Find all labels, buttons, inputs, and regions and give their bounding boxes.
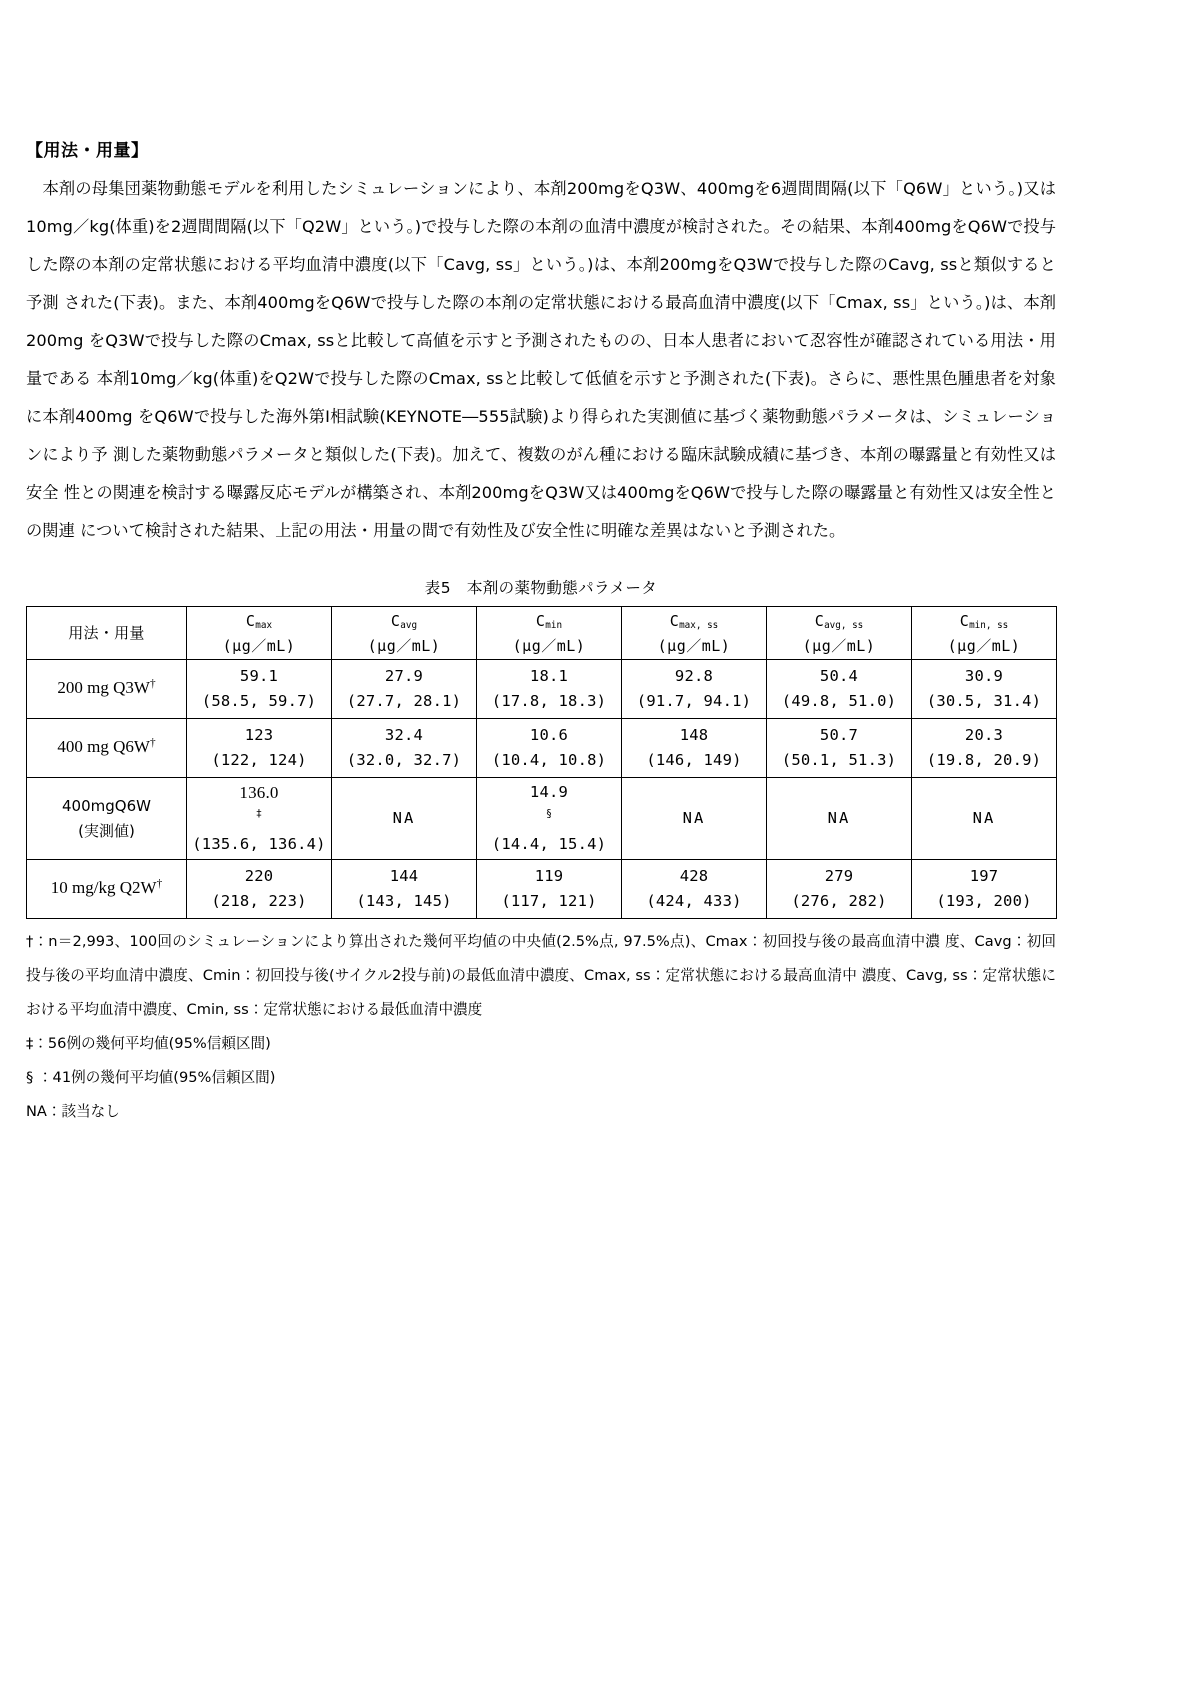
cmax-unit: (μg／mL)	[222, 636, 296, 655]
column-header-cmin	[477, 607, 622, 660]
paragraph-line-4: された(下表)。また、本剤400mgをQ6Wで投与した際の本剤の定常状態における最高血清中濃度(以下「Cmax, ss」という。)は、本剤200mg	[26, 293, 1057, 350]
cell-ci: (32.0, 32.7)	[346, 751, 462, 769]
cell-value: 144	[389, 867, 419, 885]
cell-value: NA	[682, 809, 706, 827]
cell-value: 59.1	[239, 667, 279, 685]
cell-ci: (117, 121)	[501, 892, 597, 910]
cell-value: 18.1	[529, 667, 569, 685]
regimen-label-line2: (実測値)	[78, 821, 135, 840]
cell-ci: (49.8, 51.0)	[781, 692, 897, 710]
cell-cavg	[332, 719, 477, 778]
cell-ci: (218, 223)	[211, 892, 307, 910]
cell-cmax-ss	[622, 778, 767, 860]
cell-value: 10.6	[529, 726, 569, 744]
paragraph-line-1: 本剤の母集団薬物動態モデルを利用したシミュレーションにより、本剤200mgをQ3W、400mgを6週間間隔(以下「Q6W」という。)又は	[26, 179, 1056, 198]
cell-ci: (19.8, 20.9)	[926, 751, 1042, 769]
paragraph-line-3: した際の本剤の定常状態における平均血清中濃度(以下「Cavg, ss」という。)は、本剤200mgをQ3Wで投与した際のCavg, ssと類似すると予測	[26, 255, 1056, 312]
cell-value: NA	[972, 809, 996, 827]
cmax-subscript: max	[255, 620, 273, 632]
cavg-ss-unit: (μg／mL)	[802, 636, 876, 655]
cell-value: 30.9	[964, 667, 1004, 685]
regimen-label: 10 mg/kg Q2W	[50, 878, 157, 897]
cavg-ss-symbol: C	[814, 611, 825, 630]
table-row	[27, 860, 1057, 919]
cell-cmax-ss	[622, 860, 767, 919]
column-header-regimen-label: 用法・用量	[68, 624, 145, 642]
cell-value: 50.7	[819, 726, 859, 744]
cell-value: 197	[969, 867, 999, 885]
table-footnotes	[26, 925, 1056, 1129]
cell-ci: (50.1, 51.3)	[781, 751, 897, 769]
table-row	[27, 778, 1057, 860]
table-row	[27, 719, 1057, 778]
column-header-cavg	[332, 607, 477, 660]
paragraph-line-2: 10mg／kg(体重)を2週間間隔(以下「Q2W」という。)で投与した際の本剤の血清中濃度が検討された。その結果、本剤400mgをQ6Wで投与	[26, 217, 1056, 236]
cavg-subscript: avg	[400, 620, 418, 632]
cell-cmin	[477, 860, 622, 919]
cell-cavg-ss	[767, 778, 912, 860]
footnote-dagger-line-3: 濃度、Cavg, ss：定常状態における平均血清中濃度、Cmin, ss：定常状態における最低血清中濃度	[26, 967, 1056, 1018]
pk-parameter-table	[26, 606, 1057, 919]
cell-value: 279	[824, 867, 854, 885]
footnote-na: NA：該当なし	[26, 1103, 120, 1120]
cell-ci: (10.4, 10.8)	[491, 751, 607, 769]
cmin-ss-subscript: min, ss	[969, 620, 1009, 632]
cell-value: 119	[534, 867, 564, 885]
body-paragraph	[26, 170, 1056, 550]
cell-value: 428	[679, 867, 709, 885]
cell-value: 27.9	[384, 667, 424, 685]
cell-cavg-ss	[767, 660, 912, 719]
cmin-subscript: min	[545, 620, 563, 632]
column-header-cmax-ss	[622, 607, 767, 660]
cell-value: 92.8	[674, 667, 714, 685]
footnote-dagger-line-1: †：n＝2,993、100回のシミュレーションにより算出された幾何平均値の中央値(2.5%点, 97.5%点)、Cmax：初回投与後の最高血清中濃	[26, 933, 941, 950]
cell-cavg-ss	[767, 860, 912, 919]
footnote-double-dagger: ‡：56例の幾何平均値(95%信頼区間)	[26, 1035, 271, 1052]
footnote-dagger	[26, 925, 1056, 1027]
cell-cavg	[332, 860, 477, 919]
cell-cmin	[477, 778, 622, 860]
footnote-dagger-line-2: 度、Cavg：初回投与後の平均血清中濃度、Cmin：初回投与後(サイクル2投与前)の最低血清中濃度、Cmax, ss：定常状態における最高血清中	[26, 933, 1056, 984]
table-caption: 表5 本剤の薬物動態パラメータ	[424, 579, 658, 597]
cell-ci: (424, 433)	[646, 892, 742, 910]
cell-cavg-ss	[767, 719, 912, 778]
column-header-cmax	[187, 607, 332, 660]
cell-value: 136.0	[239, 783, 279, 802]
cavg-symbol: C	[390, 611, 401, 630]
cell-value: NA	[392, 809, 416, 827]
cell-cmin	[477, 660, 622, 719]
cell-ci: (17.8, 18.3)	[491, 692, 607, 710]
cell-ci: (58.5, 59.7)	[201, 692, 317, 710]
paragraph-line-6: 本剤10mg／kg(体重)をQ2Wで投与した際のCmax, ssと比較して低値を示すと予測された(下表)。さらに、悪性黒色腫患者を対象に本剤400mg	[26, 369, 1056, 426]
paragraph-line-7: をQ6Wで投与した海外第Ⅰ相試験(KEYNOTE―555試験)より得られた実測値に基づく薬物動態パラメータは、シミュレーションにより予	[26, 407, 1056, 464]
cell-ci: (14.4, 15.4)	[491, 835, 607, 853]
paragraph-line-5: をQ3Wで投与した際のCmax, ssと比較して高値を示すと予測されたものの、日本人患者において忍容性が確認されている用法・用量である	[26, 331, 1056, 388]
cell-cmax-ss	[622, 719, 767, 778]
cmax-symbol: C	[245, 611, 256, 630]
cell-value: 20.3	[964, 726, 1004, 744]
cell-value: 32.4	[384, 726, 424, 744]
row-header-regimen	[27, 778, 187, 860]
cell-cmin-ss	[912, 719, 1057, 778]
cell-ci: (30.5, 31.4)	[926, 692, 1042, 710]
cell-ci: (276, 282)	[791, 892, 887, 910]
cmin-ss-unit: (μg／mL)	[947, 636, 1021, 655]
cell-ci: (193, 200)	[936, 892, 1032, 910]
regimen-label: 400mgQ6W	[62, 796, 151, 815]
row-header-regimen	[27, 719, 187, 778]
paragraph-line-8: 測した薬物動態パラメータと類似した(下表)。加えて、複数のがん種における臨床試験成績に基づき、本剤の曝露量と有効性又は安全	[26, 445, 1057, 502]
cell-cmax	[187, 778, 332, 860]
cell-cavg	[332, 778, 477, 860]
cell-cmin-ss	[912, 860, 1057, 919]
paragraph-line-10: について検討された結果、上記の用法・用量の間で有効性及び安全性に明確な差異はないと予測された。	[80, 521, 846, 540]
paragraph-line-9: 性との関連を検討する曝露反応モデルが構築され、本剤200mgをQ3W又は400mgをQ6Wで投与した際の曝露量と有効性又は安全性との関連	[26, 483, 1057, 540]
column-header-cavg-ss	[767, 607, 912, 660]
cmin-symbol: C	[535, 611, 546, 630]
cell-value: NA	[827, 809, 851, 827]
cell-ci: (122, 124)	[211, 751, 307, 769]
regimen-footnote-mark: †	[149, 737, 156, 750]
cell-ci: (143, 145)	[356, 892, 452, 910]
page-content	[26, 140, 1056, 1129]
regimen-footnote-mark: †	[156, 878, 163, 891]
regimen-footnote-mark: †	[149, 678, 156, 691]
cmax-ss-subscript: max, ss	[679, 620, 719, 632]
cell-footnote-mark: §	[545, 808, 553, 820]
cell-cmax	[187, 860, 332, 919]
cmax-ss-symbol: C	[669, 611, 680, 630]
section-heading: 【用法・用量】	[26, 141, 149, 161]
cell-cmax-ss	[622, 660, 767, 719]
row-header-regimen	[27, 860, 187, 919]
cell-ci: (27.7, 28.1)	[346, 692, 462, 710]
cell-ci: (146, 149)	[646, 751, 742, 769]
row-header-regimen	[27, 660, 187, 719]
table-row	[27, 660, 1057, 719]
cell-cavg	[332, 660, 477, 719]
table-header-row	[27, 607, 1057, 660]
regimen-label: 200 mg Q3W	[57, 678, 150, 697]
cell-value: 50.4	[819, 667, 859, 685]
cell-cmin-ss	[912, 660, 1057, 719]
cell-ci: (91.7, 94.1)	[636, 692, 752, 710]
footnote-section-mark: § ：41例の幾何平均値(95%信頼区間)	[26, 1069, 276, 1086]
cmin-unit: (μg／mL)	[512, 636, 586, 655]
cell-footnote-mark: ‡	[255, 808, 263, 820]
cell-cmax	[187, 719, 332, 778]
column-header-cmin-ss	[912, 607, 1057, 660]
cmax-ss-unit: (μg／mL)	[657, 636, 731, 655]
cell-value: 148	[679, 726, 709, 744]
cell-value: 220	[244, 867, 274, 885]
cavg-ss-subscript: avg, ss	[824, 620, 864, 632]
cell-ci: (135.6, 136.4)	[192, 835, 326, 853]
cavg-unit: (μg／mL)	[367, 636, 441, 655]
cell-cmin-ss	[912, 778, 1057, 860]
cmin-ss-symbol: C	[959, 611, 970, 630]
cell-cmax	[187, 660, 332, 719]
regimen-label: 400 mg Q6W	[57, 737, 150, 756]
cell-value: 123	[244, 726, 274, 744]
cell-cmin	[477, 719, 622, 778]
cell-value: 14.9	[529, 783, 569, 801]
column-header-regimen	[27, 607, 187, 660]
